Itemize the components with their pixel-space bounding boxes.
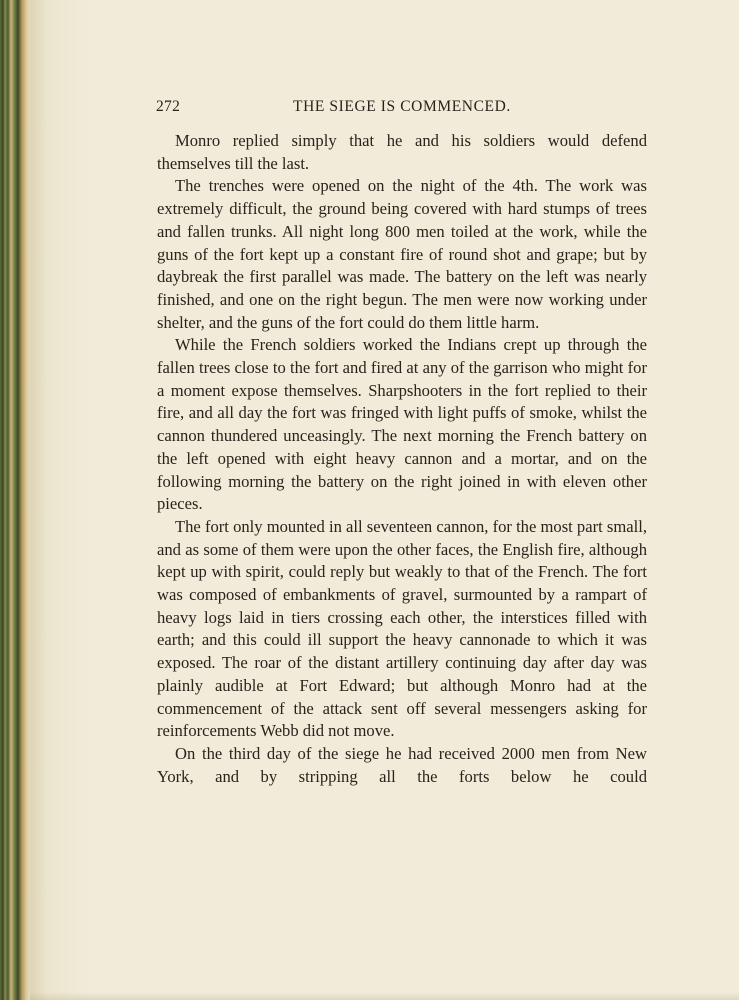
- running-head: THE SIEGE IS COMMENCED.: [293, 98, 511, 115]
- paragraph: Monro replied simply that he and his soldiers would defend themselves till the last.: [157, 131, 647, 173]
- page-number: 272: [156, 98, 181, 115]
- paragraph: On the third day of the siege he had received 2000 men from New York, and by stripping all the forts below he could: [157, 743, 647, 786]
- paragraph: The trenches were opened on the night of the 4th. The work was extremely difficult, the ground being covered with hard stumps of trees and fallen trunks. All night long 800 men toiled at the work, while the guns of the fort kept up a constant fire of round shot and grape; but by daybreak the first parallel was made. The battery on the left was nearly finished, and one on the right begun. The men were now working under shelter, and the guns of the fort could do them little harm.: [157, 176, 647, 332]
- paragraph: The fort only mounted in all seventeen cannon, for the most part small, and as some of them were upon the other faces, the English fire, although kept up with spirit, could reply but weakly to that of the French. The fort was composed of embankments of gravel, surmounted by a rampart of heavy logs laid in tiers crossing each other, the interstices filled with earth; and this could ill support the heavy cannonade to which it was exposed. The roar of the distant artillery continuing day after day was plainly audible at Fort Edward; but although Monro had at the commencement of the attack sent off several messengers asking for reinforcements Webb did not move.: [157, 516, 647, 741]
- paragraph: While the French soldiers worked the Indians crept up through the fallen trees close to the fort and fired at any of the garrison who might for a moment expose themselves. Sharpshooters in the fort replied to their fire, and all day the fort was fringed with light puffs of smoke, whilst the cannon thundered unceasingly. The next morning the French battery on the left opened with eight heavy cannon and a mortar, and on the following morning the battery on the right joined in with eleven other pieces.: [157, 335, 647, 514]
- body-text: [157, 130, 647, 788]
- page-bottom-shadow: [30, 992, 739, 1000]
- book-spine-edge: [0, 0, 30, 1000]
